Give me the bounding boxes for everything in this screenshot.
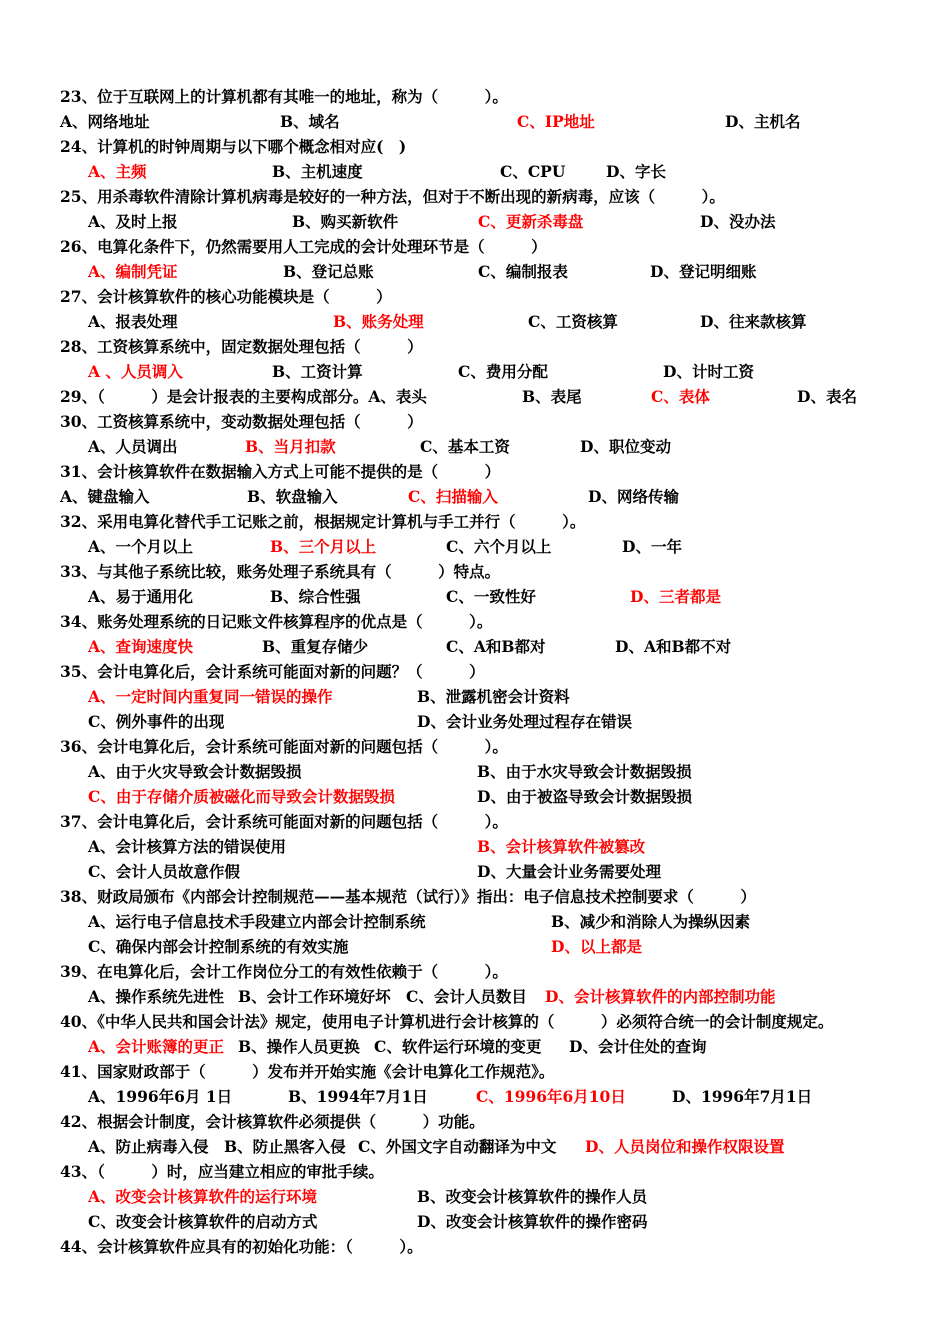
option-b-answer: B、账务处理 — [333, 312, 424, 331]
option-d-answer: D、会计核算软件的内部控制功能 — [545, 987, 776, 1006]
option-c: C、外国文字自动翻译为中文 — [358, 1137, 557, 1156]
option-a: A、1996年6月 1日 — [88, 1087, 233, 1106]
option-d: D、职位变动 — [580, 437, 671, 456]
question-43 — [0, 1159, 384, 1184]
option-b-answer: B、三个月以上 — [270, 537, 377, 556]
option-a: A、一个月以上 — [88, 537, 194, 556]
option-c: C、软件运行环境的变更 — [374, 1037, 542, 1056]
option-a-answer: A、查询速度快 — [88, 637, 194, 656]
option-a-answer: A、改变会计核算软件的运行环境 — [88, 1187, 318, 1206]
option-c: C、确保内部会计控制系统的有效实施 — [88, 937, 349, 956]
options-27 — [0, 309, 807, 334]
question-40 — [0, 1009, 834, 1034]
option-d: D、大量会计业务需要处理 — [477, 862, 661, 881]
option-b: B、软盘输入 — [247, 487, 338, 506]
option-a: A、人员调出 — [88, 437, 178, 456]
option-a: A、键盘输入 — [60, 487, 150, 506]
question-stem: 32、采用电算化替代手工记账之前，根据规定计算机与手工并行（ ）。 — [60, 512, 586, 531]
question-36 — [0, 734, 508, 759]
options-43-row2 — [0, 1209, 648, 1234]
option-c-answer: C、扫描输入 — [408, 487, 498, 506]
option-d: D、表名 — [797, 387, 857, 406]
option-a-answer: A、编制凭证 — [88, 262, 178, 281]
options-35-row1 — [0, 684, 570, 709]
question-stem: 36、会计电算化后，会计系统可能面对新的问题包括（ ）。 — [60, 737, 508, 756]
question-stem: 23、位于互联网上的计算机都有其唯一的地址，称为（ ）。 — [60, 87, 508, 106]
option-b: B、会计工作环境好坏 — [238, 987, 391, 1006]
options-35-row2 — [0, 709, 632, 734]
option-c: C、六个月以上 — [446, 537, 552, 556]
options-26 — [0, 259, 757, 284]
option-d: D、没办法 — [700, 212, 776, 231]
question-41 — [0, 1059, 555, 1084]
option-a-answer: A、会计账簿的更正 — [88, 1037, 225, 1056]
option-d-answer: D、人员岗位和操作权限设置 — [585, 1137, 785, 1156]
options-33 — [0, 584, 721, 609]
option-d: D、一年 — [622, 537, 682, 556]
question-25 — [0, 184, 725, 209]
question-34 — [0, 609, 493, 634]
option-c-answer: C、1996年6月10日 — [476, 1087, 626, 1106]
option-c: C、例外事件的出现 — [88, 712, 225, 731]
question-35 — [0, 659, 485, 684]
question-stem: 43、（ ）时，应当建立相应的审批手续。 — [60, 1162, 384, 1181]
question-stem: 35、会计电算化后，会计系统可能面对新的问题？（ ） — [60, 662, 485, 681]
option-c-answer: C、表体 — [651, 387, 710, 406]
options-25 — [0, 209, 776, 234]
option-a: A、防止病毒入侵 — [88, 1137, 209, 1156]
option-d-answer: D、三者都是 — [630, 587, 721, 606]
option-c: C、基本工资 — [420, 437, 510, 456]
question-33 — [0, 559, 501, 584]
option-a: A、报表处理 — [88, 312, 178, 331]
option-b: B、工资计算 — [272, 362, 363, 381]
question-stem: 29、（ ）是会计报表的主要构成部分。A、表头 — [60, 387, 427, 406]
option-c: C、费用分配 — [458, 362, 548, 381]
option-b: B、防止黑客入侵 — [224, 1137, 346, 1156]
options-36-row2 — [0, 784, 692, 809]
question-29 — [0, 384, 857, 409]
option-c: C、工资核算 — [528, 312, 618, 331]
options-40 — [0, 1034, 707, 1059]
option-b: B、操作人员更换 — [238, 1037, 360, 1056]
question-28 — [0, 334, 423, 359]
question-stem: 28、工资核算系统中，固定数据处理包括（ ） — [60, 337, 423, 356]
option-b: B、重复存储少 — [262, 637, 369, 656]
option-d: D、往来款核算 — [700, 312, 807, 331]
option-d: D、A和B都不对 — [615, 637, 732, 656]
option-c: C、一致性好 — [446, 587, 536, 606]
question-stem: 38、财政局颁布《内部会计控制规范——基本规范（试行）》指出：电子信息技术控制要求（ ） — [60, 887, 756, 906]
question-31 — [0, 459, 501, 484]
options-37-row1 — [0, 834, 646, 859]
options-43-row1 — [0, 1184, 648, 1209]
question-stem: 33、与其他子系统比较，账务处理子系统具有（ ）特点。 — [60, 562, 501, 581]
option-a: A、由于火灾导致会计数据毁损 — [88, 762, 302, 781]
option-d: D、改变会计核算软件的操作密码 — [417, 1212, 648, 1231]
option-b: B、购买新软件 — [292, 212, 399, 231]
option-d: D、计时工资 — [663, 362, 754, 381]
question-23 — [0, 84, 508, 109]
option-a: A、运行电子信息技术手段建立内部会计控制系统 — [88, 912, 426, 931]
option-c: C、改变会计核算软件的启动方式 — [88, 1212, 318, 1231]
option-c: C、会计人员数目 — [406, 987, 527, 1006]
option-c: C、编制报表 — [478, 262, 568, 281]
question-stem: 42、根据会计制度，会计核算软件必须提供（ ）功能。 — [60, 1112, 485, 1131]
question-37 — [0, 809, 508, 834]
option-d: D、1996年7月1日 — [672, 1087, 813, 1106]
option-d: D、主机名 — [725, 112, 801, 131]
options-37-row2 — [0, 859, 661, 884]
option-d: D、网络传输 — [588, 487, 679, 506]
question-stem: 24、计算机的时钟周期与以下哪个概念相对应( ) — [60, 137, 407, 156]
question-stem: 34、账务处理系统的日记账文件核算程序的优点是（ ）。 — [60, 612, 493, 631]
question-stem: 41、国家财政部于（ ）发布并开始实施《会计电算化工作规范》。 — [60, 1062, 555, 1081]
options-31 — [0, 484, 679, 509]
option-a-answer: A、主频 — [88, 162, 147, 181]
option-a: A、及时上报 — [88, 212, 178, 231]
option-b-answer: B、当月扣款 — [245, 437, 336, 456]
question-stem: 31、会计核算软件在数据输入方式上可能不提供的是（ ） — [60, 462, 501, 481]
option-d: D、由于被盗导致会计数据毁损 — [477, 787, 692, 806]
option-b: B、泄露机密会计资料 — [417, 687, 570, 706]
option-a: A、会计核算方法的错误使用 — [88, 837, 287, 856]
question-26 — [0, 234, 547, 259]
option-d: D、会计住处的查询 — [569, 1037, 707, 1056]
option-c-answer: C、IP地址 — [517, 112, 595, 131]
question-stem: 25、用杀毒软件清除计算机病毒是较好的一种方法，但对于不断出现的新病毒，应该（ ）。 — [60, 187, 725, 206]
options-24 — [0, 159, 666, 184]
options-39 — [0, 984, 776, 1009]
options-32 — [0, 534, 682, 559]
option-b: B、主机速度 — [272, 162, 363, 181]
option-d: D、会计业务处理过程存在错误 — [417, 712, 632, 731]
question-44 — [0, 1234, 423, 1259]
option-c-answer: C、由于存储介质被磁化而导致会计数据毁损 — [88, 787, 395, 806]
option-b: B、登记总账 — [283, 262, 374, 281]
option-b: B、由于水灾导致会计数据毁损 — [477, 762, 692, 781]
question-stem: 37、会计电算化后，会计系统可能面对新的问题包括（ ）。 — [60, 812, 508, 831]
options-34 — [0, 634, 732, 659]
question-stem: 39、在电算化后，会计工作岗位分工的有效性依赖于（ ）。 — [60, 962, 508, 981]
question-stem: 30、工资核算系统中，变动数据处理包括（ ） — [60, 412, 423, 431]
question-30 — [0, 409, 423, 434]
options-36-row1 — [0, 759, 692, 784]
question-27 — [0, 284, 392, 309]
options-38-row2 — [0, 934, 642, 959]
options-28 — [0, 359, 754, 384]
options-38-row1 — [0, 909, 751, 934]
option-c-answer: C、更新杀毒盘 — [478, 212, 584, 231]
question-24 — [0, 134, 407, 159]
question-39 — [0, 959, 508, 984]
option-b: B、1994年7月1日 — [288, 1087, 428, 1106]
options-42 — [0, 1134, 785, 1159]
option-a: A、操作系统先进性 — [88, 987, 225, 1006]
question-stem: 27、会计核算软件的核心功能模块是（ ） — [60, 287, 392, 306]
option-d-answer: D、以上都是 — [551, 937, 642, 956]
option-a-answer: A、一定时间内重复同一错误的操作 — [88, 687, 333, 706]
options-23 — [0, 109, 801, 134]
option-a: A、网络地址 — [60, 112, 150, 131]
option-b: B、域名 — [280, 112, 340, 131]
option-b: B、改变会计核算软件的操作人员 — [417, 1187, 648, 1206]
question-stem: 44、会计核算软件应具有的初始化功能：（ ）。 — [60, 1237, 423, 1256]
option-b: B、表尾 — [522, 387, 582, 406]
option-b-answer: B、会计核算软件被篡改 — [477, 837, 646, 856]
option-b: B、综合性强 — [270, 587, 361, 606]
option-c: C、A和B都对 — [446, 637, 546, 656]
option-c: C、会计人员故意作假 — [88, 862, 240, 881]
option-d: D、登记明细账 — [650, 262, 757, 281]
option-a: A、易于通用化 — [88, 587, 194, 606]
question-stem: 26、电算化条件下，仍然需要用人工完成的会计处理环节是（ ） — [60, 237, 547, 256]
options-41 — [0, 1084, 813, 1109]
question-32 — [0, 509, 586, 534]
question-42 — [0, 1109, 485, 1134]
option-b: B、减少和消除人为操纵因素 — [551, 912, 751, 931]
options-30 — [0, 434, 671, 459]
option-c: C、CPU — [500, 162, 566, 181]
option-d: D、字长 — [606, 162, 666, 181]
question-stem: 40、《中华人民共和国会计法》规定，使用电子计算机进行会计核算的（ ）必须符合统一的会计制度规定。 — [60, 1012, 834, 1031]
option-a-answer: A 、人员调入 — [88, 362, 183, 381]
question-38 — [0, 884, 756, 909]
